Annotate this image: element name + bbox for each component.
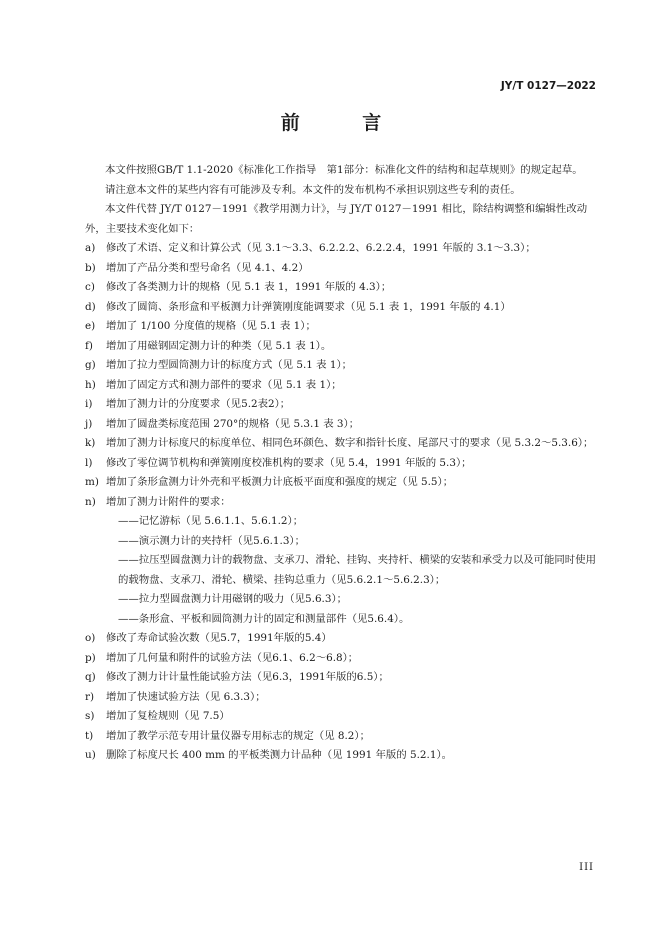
item-label: e) [85, 320, 96, 332]
item-label: l) [85, 456, 93, 469]
item-label: s) [85, 710, 95, 722]
item-text: 增加了圆盘类标度范围 270°的规格（见 5.3.1 表 3）； [106, 417, 360, 430]
list-item [85, 668, 600, 688]
item-text: 增加了测力计标度尺的标度单位、相同色环颜色、数字和指针长度、尾部尺寸的要求（见 5.3.2～5.3.6）； [106, 437, 594, 449]
list-item [85, 298, 600, 318]
item-text: 修改了寿命试验次数（见5.7，1991年版的5.4） [106, 632, 332, 644]
list-item [85, 395, 600, 415]
item-text: 修改了术语、定义和计算公式（见 3.1～3.3、6.2.2.2、6.2.2.4，1991 年版的 3.1～3.3）； [106, 242, 536, 254]
list-item [85, 259, 600, 279]
list-item [85, 415, 600, 435]
item-text: 增加了 1/100 分度值的规格（见 5.1 表 1）； [106, 320, 316, 332]
change-list [85, 239, 600, 512]
item-text: 修改了圆筒、条形盒和平板测力计弹簧刚度能调要求（见 5.1 表 1，1991 年版的 4.1） [106, 300, 511, 313]
item-label: i) [85, 398, 93, 410]
item-label: c) [85, 281, 95, 293]
list-item [85, 473, 600, 493]
item-label: r) [85, 690, 95, 703]
sub-item: ——拉力型圆盘测力计用磁钢的吸力（见5.6.3）； [118, 593, 348, 605]
intro-paragraph: 本文件代替 JY/T 0127－1991《教学用测力计》，与 JY/T 0127－1991 相比，除结构调整和编辑性改动外，主要技术变化如下： [85, 203, 588, 235]
item-label: u) [85, 749, 96, 761]
item-label: f) [85, 339, 93, 352]
item-label: p) [85, 651, 96, 664]
item-label: n) [85, 495, 96, 508]
item-text: 增加了产品分类和型号命名（见 4.1、4.2） [106, 261, 309, 274]
page-number: III [579, 862, 594, 873]
item-text: 增加了测力计附件的要求： [106, 495, 231, 508]
list-item [85, 746, 600, 766]
list-item [85, 337, 600, 357]
item-text: 增加了复检规则（见 7.5） [106, 710, 230, 722]
item-label: k) [85, 437, 96, 449]
item-label: t) [85, 729, 94, 742]
item-label: o) [85, 632, 96, 644]
item-text: 增加了条形盒测力计外壳和平板测力计底板平面度和强度的规定（见 5.5）； [106, 476, 454, 488]
item-text: 增加了快速试验方法（见 6.3.3）； [106, 690, 266, 703]
list-item [85, 688, 600, 708]
item-label: j) [85, 417, 93, 430]
accessory-sublist [85, 512, 600, 629]
list-item [85, 278, 600, 298]
item-label: h) [85, 378, 96, 391]
item-text: 增加了几何量和附件的试验方法（见6.1、6.2～6.8）； [106, 651, 359, 664]
document-code: JY/T 0127—2022 [500, 80, 596, 92]
item-label: a) [85, 242, 96, 254]
item-label: d) [85, 300, 96, 313]
foreword-body [85, 161, 600, 766]
item-label: m) [85, 476, 99, 488]
item-text: 增加了拉力型圆筒测力计的标度方式（见 5.1 表 1）； [106, 359, 353, 371]
sub-item: ——演示测力计的夹持杆（见5.6.1.3）； [118, 534, 306, 547]
intro-paragraph: 请注意本文件的某些内容有可能涉及专利。本文件的发布机构不承担识别这些专利的责任。 [105, 183, 521, 196]
item-label: b) [85, 261, 96, 274]
item-text: 删除了标度尺长 400 mm 的平板类测力计品种（见 1991 年版的 5.2.1）。 [106, 749, 453, 761]
list-item [85, 454, 600, 474]
list-item [85, 434, 600, 454]
item-text: 修改了零位调节机构和弹簧刚度校准机构的要求（见 5.4，1991 年版的 5.3）； [106, 456, 472, 469]
sub-item: ——条形盒、平板和圆筒测力计的固定和测量部件（见5.6.4）。 [118, 612, 410, 625]
list-item [85, 376, 600, 396]
item-text: 增加了固定方式和测力部件的要求（见 5.1 表 1）； [106, 378, 342, 391]
list-item [85, 356, 600, 376]
item-text: 修改了测力计计量性能试验方法（见6.3，1991年版的6.5）； [106, 671, 389, 683]
intro-paragraph: 本文件按照GB/T 1.1-2020《标准化工作指导 第1部分：标准化文件的结构和起草规则》的规定起草。 [105, 164, 583, 176]
item-text: 修改了各类测力计的规格（见 5.1 表 1，1991 年版的 4.3）； [106, 281, 392, 293]
list-item [85, 727, 600, 747]
list-item [85, 493, 600, 513]
sub-item: ——记忆游标（见 5.6.1.1、5.6.1.2）； [118, 515, 304, 527]
list-item [85, 707, 600, 727]
item-label: g) [85, 359, 96, 371]
change-list-continued [85, 629, 600, 766]
item-text: 增加了教学示范专用计量仪器专用标志的规定（见 8.2）； [106, 729, 370, 742]
list-item [85, 629, 600, 649]
list-item [85, 317, 600, 337]
item-label: q) [85, 671, 96, 683]
item-text: 增加了用磁钢固定测力计的种类（见 5.1 表 1）。 [106, 339, 332, 352]
list-item [85, 239, 600, 259]
item-text: 增加了测力计的分度要求（见5.2表2）； [106, 398, 291, 410]
page-title: 前 言 [280, 112, 410, 134]
sub-item: ——拉压型圆盘测力计的载物盘、支承刀、滑轮、挂钩、夹持杆、横梁的安装和承受力以及可能同时使用的载物盘、支承刀、滑轮、横梁、挂钩总重力（见5.6.2.1～5.6.2.3）； [118, 554, 596, 586]
list-item [85, 649, 600, 669]
